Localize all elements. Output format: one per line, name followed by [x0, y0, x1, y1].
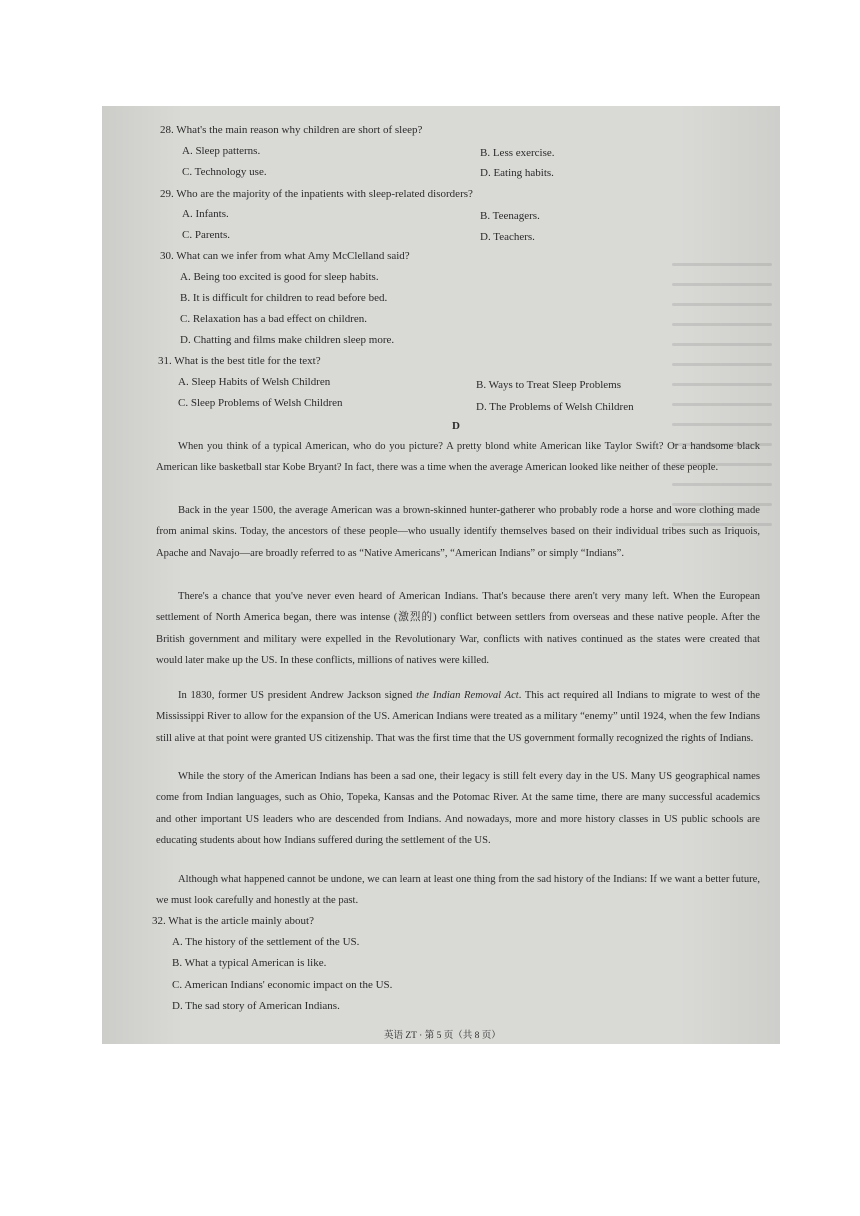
question-32-option-b: B. What a typical American is like. — [172, 957, 327, 969]
question-29-option-c: C. Parents. — [182, 229, 230, 241]
page-footer: 英语 ZT · 第 5 页（共 8 页） — [384, 1031, 501, 1041]
question-28-option-a: A. Sleep patterns. — [182, 145, 261, 157]
passage-paragraph-3: There's a chance that you've never even heard of American Indians. That's because there aren't very many left. When the European settlement of North America began, there was intense (激烈的) conflict between settlers from overseas and these native people. After the British government and military were expelled in the Revolutionary War, conflicts with natives continued as the states were created that would later make up the US. In these conflicts, millions of natives were killed. — [156, 591, 760, 667]
question-31-option-b: B. Ways to Treat Sleep Problems — [476, 379, 621, 391]
question-30-option-a: A. Being too excited is good for sleep habits. — [180, 271, 379, 283]
passage-paragraph-6: Although what happened cannot be undone, we can learn at least one thing from the sad history of the Indians: If we want a better future, we must look carefully and honestly at the past. — [156, 874, 760, 907]
question-31-option-a: A. Sleep Habits of Welsh Children — [178, 376, 331, 388]
question-28-option-d: D. Eating habits. — [480, 167, 554, 179]
question-31-stem: 31. What is the best title for the text? — [158, 355, 321, 367]
question-30-option-c: C. Relaxation has a bad effect on children. — [180, 313, 368, 325]
paragraph-4-text-start: In 1830, former US president Andrew Jackson signed — [178, 690, 417, 701]
paragraph-4-text-end: . This act required all Indians to migrate to west of the Mississippi River to allow for the expansion of the US. American Indians were treated as a military “enemy” until 1924, when the few Indians still alive at that point were granted US citizenship. That was the first time that the US government formally recognized the rights of Indians. — [156, 690, 760, 744]
question-30-option-d: D. Chatting and films make children sleep more. — [180, 334, 395, 346]
question-32-option-c: C. American Indians' economic impact on the US. — [172, 979, 393, 991]
question-32-option-a: A. The history of the settlement of the US. — [172, 936, 360, 948]
question-30-stem: 30. What can we infer from what Amy McClelland said? — [160, 250, 410, 262]
question-28-option-b: B. Less exercise. — [480, 147, 555, 159]
passage-label: D — [452, 420, 460, 432]
question-29-option-d: D. Teachers. — [480, 231, 535, 243]
act-title: the Indian Removal Act — [416, 690, 519, 701]
question-28-option-c: C. Technology use. — [182, 166, 267, 178]
question-29-stem: 29. Who are the majority of the inpatients with sleep-related disorders? — [160, 188, 473, 200]
passage-paragraph-5: While the story of the American Indians has been a sad one, their legacy is still felt every day in the US. Many US geographical names come from Indian languages, such as Ohio, Topeka, Kansas and the Potomac River. At the same time, there are many successful academics and other important US leaders who are descended from Indians. And nowadays, more and more history classes in US public schools are educating students about how Indians suffered during the settlement of the US. — [156, 771, 760, 847]
question-31-option-d: D. The Problems of Welsh Children — [476, 401, 634, 413]
passage-paragraph-1: When you think of a typical American, who do you picture? A pretty blond white American like Taylor Swift? Or a handsome black American like basketball star Kobe Bryant? In fact, there was a time when the average American looked like neither of these people. — [156, 441, 760, 474]
question-30-option-b: B. It is difficult for children to read before bed. — [180, 292, 388, 304]
passage-paragraph-2: Back in the year 1500, the average American was a brown-skinned hunter-gatherer who probably rode a horse and wore clothing made from animal skins. Today, the ancestors of these people—who usually identify themselves based on their individual tribes such as Iriquois, Apache and Navajo—are broadly referred to as “Native Americans”, “American Indians” or simply “Indians”. — [156, 505, 760, 559]
question-31-option-c: C. Sleep Problems of Welsh Children — [178, 397, 343, 409]
passage-paragraph-4 — [156, 685, 760, 749]
question-32-stem: 32. What is the article mainly about? — [152, 915, 314, 927]
question-32-option-d: D. The sad story of American Indians. — [172, 1000, 340, 1012]
question-28-stem: 28. What's the main reason why children are short of sleep? — [160, 124, 423, 136]
question-29-option-a: A. Infants. — [182, 208, 229, 220]
question-29-option-b: B. Teenagers. — [480, 210, 540, 222]
